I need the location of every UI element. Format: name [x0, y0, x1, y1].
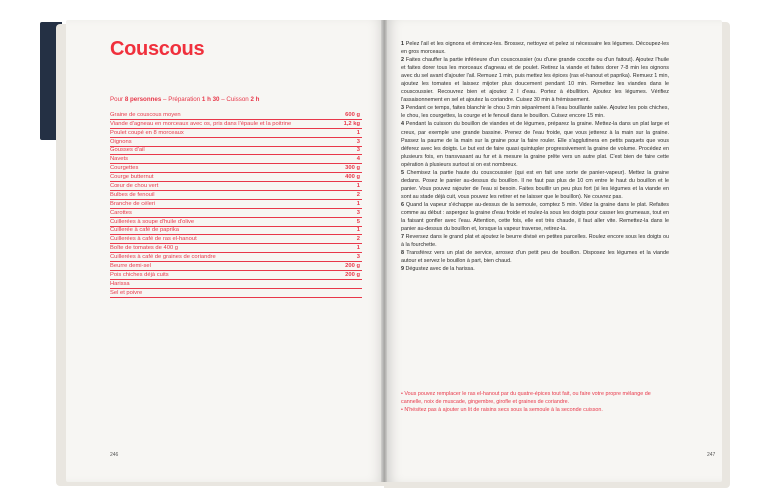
- book-gutter: [381, 20, 387, 482]
- ingredient-name: Pois chiches déjà cuits: [110, 271, 169, 278]
- page-number-left: 246: [110, 452, 119, 458]
- ingredient-name: Courgettes: [110, 165, 139, 172]
- ingredient-name: Cuillerées à café de graines de coriandre: [110, 254, 216, 261]
- ingredient-row: [110, 120, 362, 129]
- step-number: 7: [401, 234, 404, 241]
- prep-time: 1 h 30: [201, 96, 220, 103]
- step-number: 5: [401, 169, 404, 176]
- servings-label: Pour: [110, 96, 124, 103]
- meta-separator: –: [221, 96, 225, 103]
- ingredient-name: Cuillerées à café de ras el-hanout: [110, 236, 197, 243]
- recipe-step: [401, 249, 669, 265]
- recipe-title: Couscous: [110, 38, 205, 60]
- step-text: Dégustez avec de la harissa.: [404, 266, 475, 273]
- ingredient-quantity: 200 g: [345, 263, 360, 270]
- ingredient-row: [110, 209, 362, 218]
- ingredient-name: Poulet coupé en 8 morceaux: [110, 129, 184, 136]
- step-text: Faites chauffer la partie inférieure d'un couscoussier (ou d'une grande cocotte ou d'un faitout). Ajoutez l'huile et faites dorer tous les morceaux d'agneau et de poulet. Retirez la viande et faites dorer 7-8 min les oignons avec du sel avant d'ajouter l'ail. Remuez 1 min, puis mettez les épices (ras el-hanout et paprika). Remuez 1 min, ajoutez les tomates et laissez mijoter plus doucement pendant 10 min. Remettez les viandes dans le couscoussier. Recouvrez bien et ajoutez 2 l d'eau. Portez à ébullition. Ajoutez les légumes. Vérifiez l'assaisonnement en sel et ajoutez la coriandre. Cuisez 30 min à frémissement.: [401, 57, 669, 104]
- ingredient-name: Harissa: [110, 280, 130, 287]
- ingredient-row: [110, 200, 362, 209]
- ingredient-row: [110, 164, 362, 173]
- ingredient-row: [110, 129, 362, 138]
- recipe-tip: • N'hésitez pas à ajouter un lit de raisins secs sous la semoule à la seconde cuisson.: [401, 407, 603, 414]
- step-text: Pendant ce temps, faites blanchir le chou 3 min séparément à l'eau bouillante salée. Ajoutez les pois chiches, le chou, les courgettes, la courge et le fenouil dans le bouillon. Cuisez encore 15 min.: [401, 105, 669, 120]
- step-text: Pendant la cuisson du bouillon de viandes et de légumes, préparez la graine. Mettez-la dans un plat large et creux, par exemple une grande bassine. Prenez de l'eau froide, que vous jetterez à la main sur la graine. Passez la paume de la main sur la graine pour la faire rouler. Elle s'agglutinera en petits paquets que vous déferez avec les doigts. Le but est de faire quasi quintupler progressivement la graine de volume. Procédez en plusieurs fois, en transvasant au fur et à mesure la graine prête vers un autre plat. C'est bien de faire cette opération à plusieurs surtout si on est nombreux.: [401, 121, 669, 168]
- ingredient-quantity: 3: [356, 209, 360, 216]
- page-number-right: 247: [707, 452, 716, 458]
- ingredient-row: [110, 191, 362, 200]
- step-number: 4: [401, 121, 404, 128]
- ingredient-row: [110, 244, 362, 253]
- recipe-step: [401, 40, 669, 56]
- ingredient-quantity: 200 g: [345, 271, 360, 278]
- step-text: Chemisez la partie haute du couscoussier (qui est en fait une sorte de panier-vapeur). Mettez la graine dedans. Posez le panier au-dessus du bouillon. Il ne faut pas plus de 10 cm entre le haut du bouillon et le panier. Vous pouvez rajouter de l'eau si besoin. Faites bouillir un peu plus fort (si les légumes et la viande en sont au stade déjà cuit, vous pouvez les retirer et ne laisser que le bouillon). Ne couvrez pas.: [401, 169, 669, 200]
- recipe-step: [401, 104, 669, 120]
- ingredient-row: [110, 289, 362, 298]
- ingredient-quantity: 1: [356, 183, 360, 190]
- ingredient-quantity: 4: [356, 156, 360, 163]
- cook-time: 2 h: [250, 96, 260, 103]
- ingredient-name: Gousses d'ail: [110, 147, 145, 154]
- recipe-step: [401, 265, 669, 273]
- ingredient-quantity: 1: [356, 129, 360, 136]
- ingredient-quantity: 3: [356, 147, 360, 154]
- ingredient-name: Carottes: [110, 209, 132, 216]
- ingredient-name: Bulbes de fenouil: [110, 191, 155, 198]
- ingredients-table: [110, 111, 362, 298]
- ingredient-row: [110, 280, 362, 289]
- ingredient-quantity: 1,2 kg: [343, 120, 360, 127]
- ingredient-name: Viande d'agneau en morceaux avec os, pris dans l'épaule et la poitrine: [110, 120, 292, 127]
- ingredient-name: Navets: [110, 156, 129, 163]
- ingredient-name: Cœur de chou vert: [110, 183, 159, 190]
- step-number: 9: [401, 266, 404, 273]
- ingredient-row: [110, 253, 362, 262]
- ingredient-name: Boîte de tomates de 400 g: [110, 245, 179, 252]
- recipe-steps: [401, 40, 669, 273]
- step-number: 1: [401, 41, 404, 47]
- step-number: 8: [401, 250, 404, 257]
- step-number: 6: [401, 201, 404, 208]
- ingredient-row: [110, 218, 362, 227]
- recipe-tip: • Vous pouvez remplacer le ras el-hanout par du quatre-épices tout fait, ou faire votre propre mélange de cannelle, noix de muscade, gingembre, girofle et graines de coriandre.: [401, 391, 651, 406]
- ingredient-row: [110, 155, 362, 164]
- step-text: Transférez vers un plat de service, arrosez d'un petit peu de bouillon. Disposez les légumes et la viande autour et servez le bouillon à part, bien chaud.: [401, 250, 669, 265]
- recipe-step: [401, 233, 669, 249]
- ingredient-quantity: 1: [356, 200, 360, 207]
- ingredient-row: [110, 147, 362, 156]
- prep-label: Préparation: [168, 96, 201, 103]
- recipe-step: [401, 201, 669, 233]
- ingredient-row: [110, 271, 362, 280]
- ingredient-row: [110, 235, 362, 244]
- ingredient-row: [110, 262, 362, 271]
- ingredient-row: [110, 138, 362, 147]
- ingredient-quantity: 3: [356, 254, 360, 261]
- ingredient-row: [110, 111, 362, 120]
- ingredient-name: Graine de couscous moyen: [110, 111, 181, 118]
- recipe-step: [401, 169, 669, 201]
- ingredient-name: Oignons: [110, 138, 132, 145]
- ingredient-quantity: 1: [356, 227, 360, 234]
- recipe-step: [401, 56, 669, 104]
- ingredient-quantity: 600 g: [345, 111, 360, 118]
- ingredient-name: Courge butternut: [110, 174, 154, 181]
- step-text: Quand la vapeur s'échappe au-dessus de la semoule, comptez 5 min. Videz la graine dans le plat. Refaites comme au début : aspergez la graine d'eau froide et roulez-la sous les doigts pour casser les grumeaux, tout en la faisant gonfler avec l'eau. Attention, cette fois, elle est très chaude, il faut aller vite. Remettez-la dans le panier au-dessus du bouillon et, lorsque la vapeur traverse, retirez-la.: [401, 201, 669, 233]
- recipe-step: [401, 120, 669, 168]
- step-number: 2: [401, 57, 404, 64]
- ingredient-name: Branche de céleri: [110, 200, 156, 207]
- recipe-meta: [110, 96, 259, 103]
- cook-label: Cuisson: [226, 96, 249, 103]
- ingredient-quantity: 400 g: [345, 174, 360, 181]
- ingredient-quantity: 300 g: [345, 165, 360, 172]
- recipe-tips: [401, 390, 669, 414]
- step-text: Pelez l'ail et les oignons et émincez-les. Brossez, nettoyez et pelez si nécessaire les légumes. Découpez-les en gros morceaux.: [401, 41, 669, 56]
- ingredient-name: Beurre demi-sel: [110, 263, 151, 270]
- ingredient-quantity: 3: [356, 138, 360, 145]
- ingredient-quantity: 2: [356, 236, 360, 243]
- ingredient-name: Cuillerée à café de paprika: [110, 227, 179, 234]
- ingredient-quantity: 5: [356, 218, 360, 225]
- meta-separator: –: [163, 96, 167, 103]
- ingredient-name: Sel et poivre: [110, 289, 143, 296]
- step-text: Reversez dans le grand plat et ajoutez le beurre divisé en petites parcelles. Roulez encore sous les doigts ou à la fourchette.: [401, 234, 669, 249]
- ingredient-row: [110, 182, 362, 191]
- ingredient-quantity: 1: [356, 245, 360, 252]
- ingredient-name: Cuillerées à soupe d'huile d'olive: [110, 218, 195, 225]
- ingredient-quantity: 2: [356, 191, 360, 198]
- ingredient-row: [110, 173, 362, 182]
- step-number: 3: [401, 105, 404, 112]
- servings-value: 8 personnes: [124, 96, 162, 103]
- ingredient-row: [110, 227, 362, 236]
